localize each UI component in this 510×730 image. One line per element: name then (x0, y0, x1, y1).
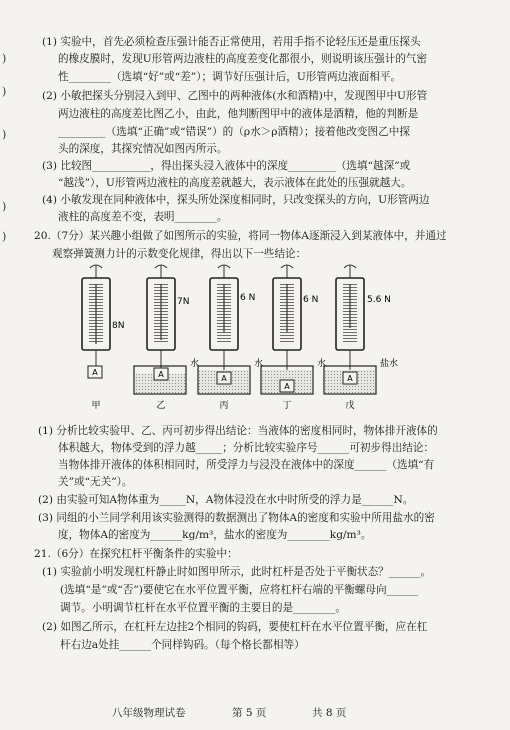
q20-intro-line: 观察弹簧测力计的示数变化规律，得出以下一些结论： (52, 248, 307, 260)
q20-question-line: (1) 分析比较实验甲、乙、丙可初步得出结论：当液体的密度相同时，物体排开液体的 (38, 425, 438, 437)
q20-question-line: 体积越大，物体受到的浮力越_____；分析比较实验序号______可初步得出结论： (58, 442, 435, 454)
object-a-label: A (158, 370, 164, 379)
object-a-label: A (347, 374, 353, 383)
margin-mark: ) (2, 230, 7, 243)
scale-wu (324, 265, 398, 394)
q19-line: “越浅”），U形管两边液柱的高度差就越大，表示液体在此处的压强就越大。 (58, 177, 412, 189)
caption-wu: 戊 (345, 401, 355, 411)
liquid-label-wu: 盐水 (380, 359, 399, 369)
footer-total-pages: 共 8 页 (312, 707, 347, 719)
scale-bing (198, 265, 263, 394)
caption-bing: 丙 (219, 401, 229, 411)
q19-line: (1) 实验中，首先必须检查压强计能否正常使用，若用手指不论轻压还是重压探头 (42, 36, 421, 48)
spring-scale-figure (60, 262, 480, 412)
q20-question-line: 当物体排开液体的体积相同时，所受浮力与浸没在液体中的深度______（选填“有 (58, 459, 435, 471)
q19-line: _________（选填“正确”或“错误”）的（ρ水＞ρ酒精）；接着他改变图乙中探 (58, 126, 410, 138)
q19-line: (2) 小敏把探头分别浸入到甲、乙图中的两种液体(水和酒精)中，发现图甲中U形管 (42, 90, 428, 102)
object-a-label: A (221, 374, 227, 383)
q20-intro-line: 20.（7分）某兴趣小组做了如图所示的实验，将同一物体A逐渐浸入到某液体中，并通过 (34, 230, 447, 242)
liquid-label-yi: 水 (190, 359, 200, 369)
margin-mark: ) (2, 128, 7, 141)
q19-line: 头的深度，其探究情况如图丙所示。 (58, 143, 228, 155)
caption-yi: 乙 (156, 401, 166, 411)
liquid-label-bing: 水 (254, 359, 264, 369)
q21-line: 调节。小明调节杠杆在水平位置平衡的主要目的是________。 (60, 602, 347, 614)
liquid-label-ding: 水 (317, 359, 327, 369)
margin-mark: ) (2, 85, 7, 98)
reading-wu: 5.6 N (367, 295, 391, 305)
caption-jia: 甲 (91, 401, 101, 411)
footer-page-number: 第 5 页 (232, 707, 267, 719)
q19-line: (3) 比较图___________，得出探头浸入液体中的深度_________（选填“越深”或 (42, 160, 411, 172)
q19-line: 两边液柱的高度差比图乙小，由此，他判断图甲中的液体是酒精，他的判断是 (58, 108, 419, 120)
q19-line: 液柱的高度差不变，表明________。 (58, 211, 228, 223)
reading-yi: 7N (177, 297, 190, 307)
margin-mark: ) (2, 200, 7, 213)
scale-yi (134, 265, 199, 394)
caption-ding: 丁 (282, 401, 292, 411)
object-a-label: A (284, 382, 290, 391)
q21-line: (2) 如图乙所示，在杠杆左边挂2个相同的钩码，要使杠杆在水平位置平衡，应在杠 (42, 621, 428, 633)
reading-jia: 8N (112, 321, 125, 331)
q20-question-line: (3) 同组的小兰同学利用该实验测得的数据测出了物体A的密度和实验中所用盐水的密 (38, 512, 435, 524)
margin-mark: ) (2, 52, 7, 65)
scale-jia (82, 265, 124, 378)
reading-bing: 6 N (240, 293, 256, 303)
q20-question-line: (2) 由实验可知A物体重为_____N，A物体浸没在水中时所受的浮力是______N。 (38, 494, 414, 506)
q21-line: (选填“是”或“否”)要使它在水平位置平衡，应将杠杆右端的平衡螺母向______ (60, 584, 419, 596)
q21-line: (1) 实验前小明发现杠杆静止时如图甲所示，此时杠杆是否处于平衡状态？______。 (42, 566, 432, 578)
scale-ding (261, 265, 326, 394)
q20-question-line: 关”或“无关”）。 (58, 476, 133, 488)
q20-question-line: 度，物体A的密度为______kg/m³，盐水的密度为________kg/m³。 (58, 529, 372, 541)
q21-line: 21.（6分）在探究杠杆平衡条件的实验中： (34, 548, 238, 560)
q19-line: 性________（选填“好”或“差”）；调节好压强计后，U形管两边液面相平。 (58, 71, 402, 83)
q21-line: 杆右边a处挂______个同样钩码。（每个格长都相等） (60, 639, 305, 651)
reading-ding: 6 N (303, 295, 319, 305)
q19-line: 的橡皮膜时，发现U形管两边液柱的高度差变化都很小，则说明该压强计的气密 (58, 53, 428, 65)
object-a-label: A (92, 368, 98, 377)
footer-subject: 八年级物理试卷 (112, 707, 186, 719)
q19-line: (4) 小敏发现在同种液体中，探头所处深度相同时，只改变探头的方向，U形管两边 (42, 194, 430, 206)
